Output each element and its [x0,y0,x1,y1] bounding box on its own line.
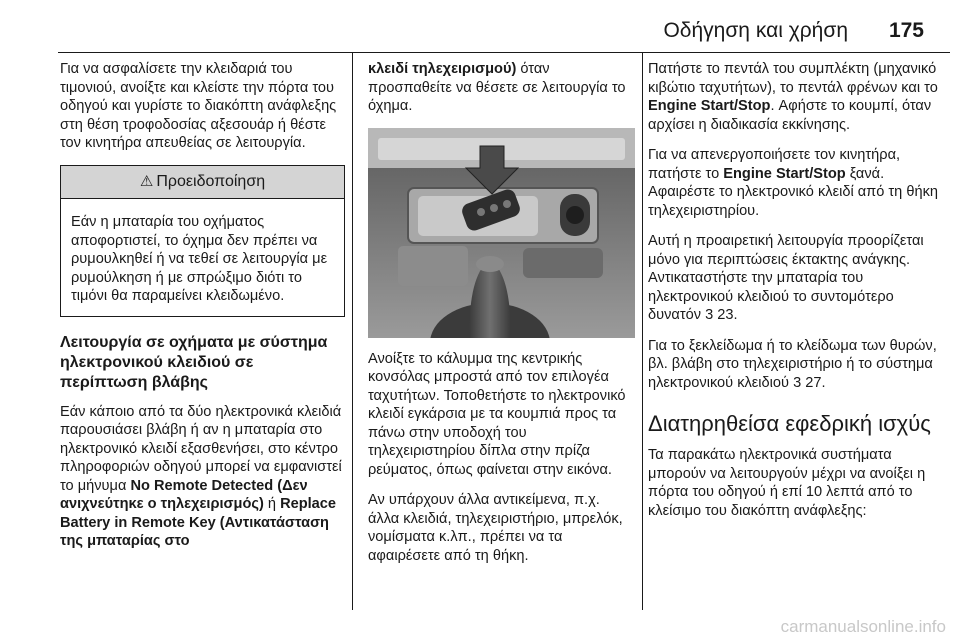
page-reference: 3 27. [793,374,826,391]
engine-start-stop-label: Engine Start/Stop [648,98,771,114]
column-divider-2 [642,52,643,610]
page-number: 175 [888,19,924,42]
warning-title: Προειδοποίηση [156,172,266,190]
text: Για να απενεργοποιήσετε τον κινητήρα, πατήστε το [648,147,901,182]
paragraph [648,337,948,393]
section-heading: Διατηρηθείσα εφεδρική ισχύς [648,411,931,436]
text: ή [267,496,276,512]
message-no-remote: No Remote Detected (Δεν ανιχνεύτηκε ο τηλεχειρισμός) [60,477,308,512]
console-photo [368,128,635,338]
warning-header [61,166,344,200]
paragraph [60,403,345,551]
text: . Αφήστε το κουμπί, όταν αρχίσει η διαδικασία εκκίνησης. [648,98,932,133]
text: ξανά. Αφαιρέστε το ηλεκτρονικό κλειδί από τη θήκη τηλεχειριστηρίου. [648,165,938,219]
text: Για το ξεκλείδωμα ή το κλείδωμα των θυρών, βλ. βλάβη στο τηλεχειριστήριο ή το σύστημα ηλεκτρονικού κλειδιού [648,337,937,391]
message-replace-battery: Replace Battery in Remote Key (Αντικατάσταση της μπαταρίας στο [60,496,337,549]
warning-triangle-icon: ⚠ [139,172,154,190]
header-title: Οδήγηση και χρήση [663,19,848,42]
paragraph [648,60,948,134]
warning-box [60,165,345,317]
paragraph: Τα παρακάτω ηλεκτρονικά συστήματα μπορούν να λειτουργούν μέχρι να ανοίξει η πόρτα του οδηγού ή επί 10 λεπτά από το κλείσιμο του διακόπτη ανάφλεξης: [648,447,926,519]
warning-body: Εάν η μπαταρία του οχήματος αποφορτιστεί, το όχημα δεν πρέπει να ρυμουλκηθεί ή να τεθεί σε λειτουργία με ρυμούλκηση ή με σπρώξιμο διότι το τιμόνι θα παραμείνει κλειδωμένο. [71,214,328,304]
column-divider-1 [352,52,353,610]
column-3 [648,60,948,532]
section-heading: Λειτουργία σε οχήματα με σύστημα ηλεκτρονικού κλειδιού σε περίπτωση βλάβης [60,333,328,391]
page-reference: 3 23. [705,307,738,323]
engine-start-stop-label: Engine Start/Stop [723,165,846,182]
paragraph [648,232,948,325]
paragraph: Αν υπάρχουν άλλα αντικείμενα, π.χ. άλλα κλειδιά, τηλεχειριστήριο, μπρελόκ, νομίσματα κ.λπ., πρέπει να τα αφαιρέσετε από τη θήκη. [368,492,623,564]
watermark: carmanualsonline.info [780,616,946,636]
message-continued: κλειδί τηλεχειρισμού) [368,61,517,77]
column-2 [368,60,635,577]
text: Αυτή η προαιρετική λειτουργία προορίζεται μόνο για περιπτώσεις έκτακτης ανάγκης. Αντικαταστήστε την μπαταρία του ηλεκτρονικού κλειδιού το συντομότερο δυνατόν [648,233,924,323]
page-header [0,0,960,52]
text: Πατήστε το πεντάλ του συμπλέκτη (μηχανικό κιβώτιο ταχυτήτων), το πεντάλ φρένων και το [648,61,938,96]
text: όταν προσπαθείτε να θέσετε σε λειτουργία το όχημα. [368,61,626,114]
paragraph: Ανοίξτε το κάλυμμα της κεντρικής κονσόλας μπροστά από τον επιλογέα ταχυτήτων. Τοποθετήστε το ηλεκτρονικό κλειδί εγκάρσια με τα κουμπιά προς τα πάνω στην υποδοχή του τηλεχειριστηρίου δίπλα στην πρίζα ρεύματος, όπως φαίνεται στην εικόνα. [368,350,626,478]
column-1 [60,60,345,563]
header-rule [58,52,950,53]
paragraph: Για να ασφαλίσετε την κλειδαριά του τιμονιού, ανοίξτε και κλείστε την πόρτα του οδηγού και γυρίστε το διακόπτη ανάφλεξης στη θέση τροφοδοσίας αξεσουάρ ή θέστε τον κινητήρα απευθείας σε λειτουργία. [60,61,337,151]
text: Εάν κάποιο από τα δύο ηλεκτρονικά κλειδιά παρουσιάσει βλάβη ή αν η μπαταρία στο ηλεκτρονικό κλειδί εξασθενήσει, στο κέντρο πληροφοριών οδηγού μπορεί να εμφανιστεί το μήνυμα [60,403,342,494]
paragraph [648,146,948,220]
paragraph [368,60,635,116]
